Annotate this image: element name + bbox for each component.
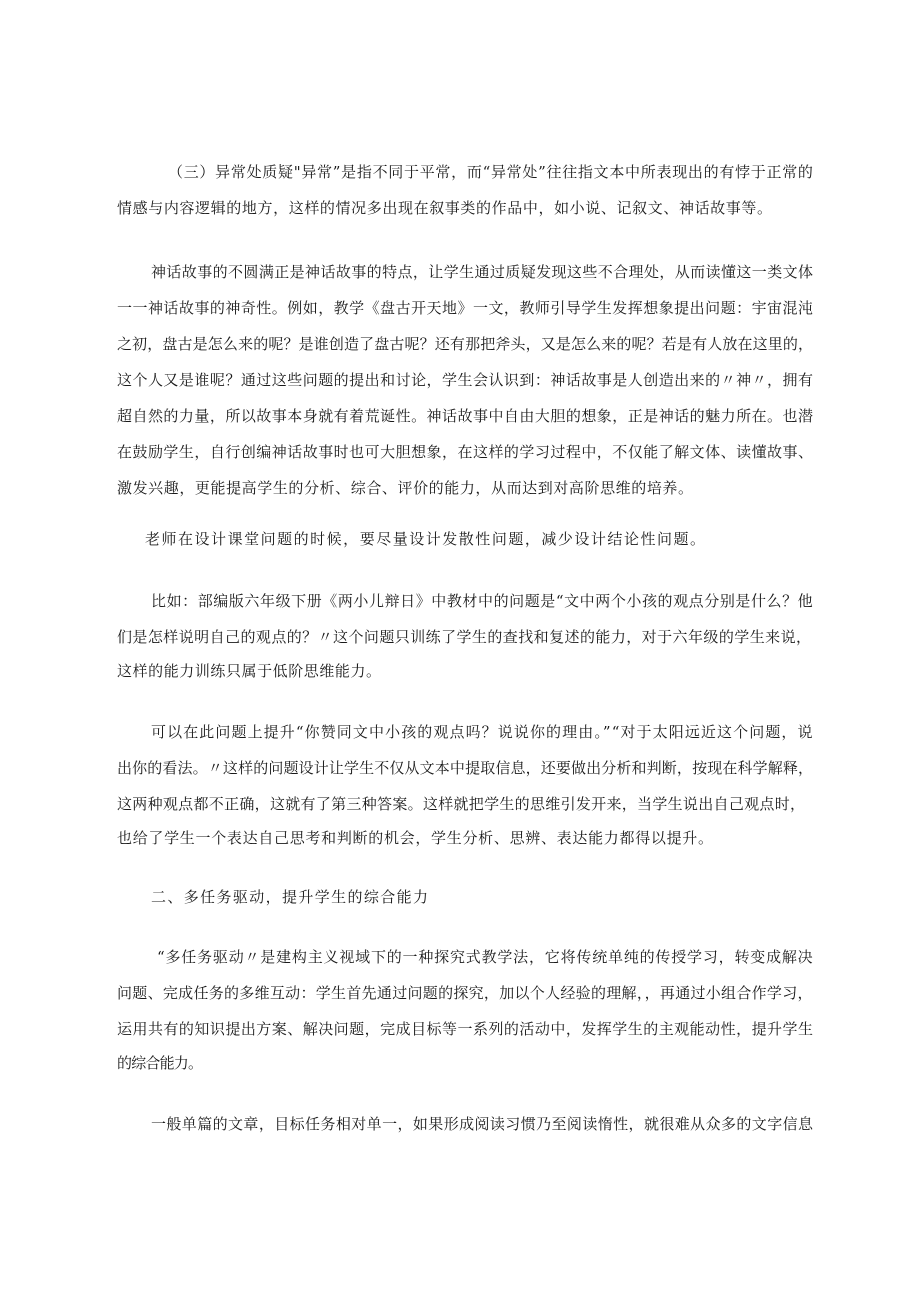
text-line: 超自然的力量，所以故事本身就有着荒诞性。神话故事中自由大胆的想象，正是神话的魅力所在。也潜 (117, 407, 814, 425)
text-line: 这个人又是谁呢？通过这些问题的提出和讨论，学生会认识到：神话故事是人创造出来的〃神〃，拥有 (117, 371, 814, 389)
section-heading: 二、多任务驱动，提升学生的综合能力 (151, 888, 430, 906)
text-line: 在鼓励学生，自行创编神话故事时也可大胆想象，在这样的学习过程中，不仅能了解文体、读懂故事、 (117, 443, 814, 461)
text-line: 这两种观点都不正确，这就有了第三种答案。这样就把学生的思维引发开来，当学生说出自己观点时， (117, 795, 806, 813)
text-line: 一般单篇的文章，目标任务相对单一，如果形成阅读习惯乃至阅读惰性，就很难从众多的文字信息 (151, 1115, 814, 1133)
text-line: 激发兴趣，更能提高学生的分析、综合、评价的能力，从而达到对高阶思维的培养。 (117, 479, 694, 497)
text-line: 情感与内容逻辑的地方，这样的情况多出现在叙事类的作品中，如小说、记叙文、神话故事等。 (117, 199, 773, 217)
text-line: 的综合能力。 (117, 1054, 203, 1072)
text-line: 比如：部编版六年级下册《两小儿辩日》中教材中的问题是“文中两个小孩的观点分别是什么？他 (151, 592, 814, 610)
text-line: 可以在此问题上提升“你赞同文中小孩的观点吗？说说你的理由。”“对于太阳远近这个问题，说 (151, 723, 814, 741)
text-line: 一一神话故事的神奇性。例如，教学《盘古开天地》一文，教师引导学生发挥想象提出问题：宇宙混沌 (117, 299, 814, 317)
text-line: 出你的看法。〃这样的问题设计让学生不仅从文本中提取信息，还要做出分析和判断，按现在科学解释， (117, 759, 814, 777)
text-line: 也给了学生一个表达自己思考和判断的机会，学生分析、思辨、表达能力都得以提升。 (117, 829, 714, 847)
text-line: 们是怎样说明自己的观点的？〃这个问题只训练了学生的查找和复述的能力，对于六年级的学生来说， (117, 628, 812, 646)
text-line: 神话故事的不圆满正是神话故事的特点，让学生通过质疑发现这些不合理处，从而读懂这一类文体 (151, 263, 814, 281)
text-line: （三）异常处质疑"异常”是指不同于平常，而“异常处”往往指文本中所表现出的有悖于正常的 (168, 163, 814, 181)
text-line: 老师在设计课堂问题的时候，要尽量设计发散性问题，减少设计结论性问题。 (145, 530, 707, 548)
text-line: 之初，盘古是怎么来的呢？是谁创造了盘古呢？还有那把斧头，又是怎么来的呢？若是有人放在这里的， (117, 335, 814, 353)
text-line: “多任务驱动〃是建构主义视域下的一种探究式教学法，它将传统单纯的传授学习，转变成解决 (157, 948, 814, 966)
text-line: 问题、完成任务的多维互动：学生首先通过问题的探究，加以个人经验的理解，，再通过小组合作学习， (117, 984, 813, 1002)
text-line: 这样的能力训练只属于低阶思维能力。 (117, 662, 382, 680)
text-line: 运用共有的知识提出方案、解决问题，完成目标等一系列的活动中，发挥学生的主观能动性，提升学生 (117, 1020, 814, 1038)
